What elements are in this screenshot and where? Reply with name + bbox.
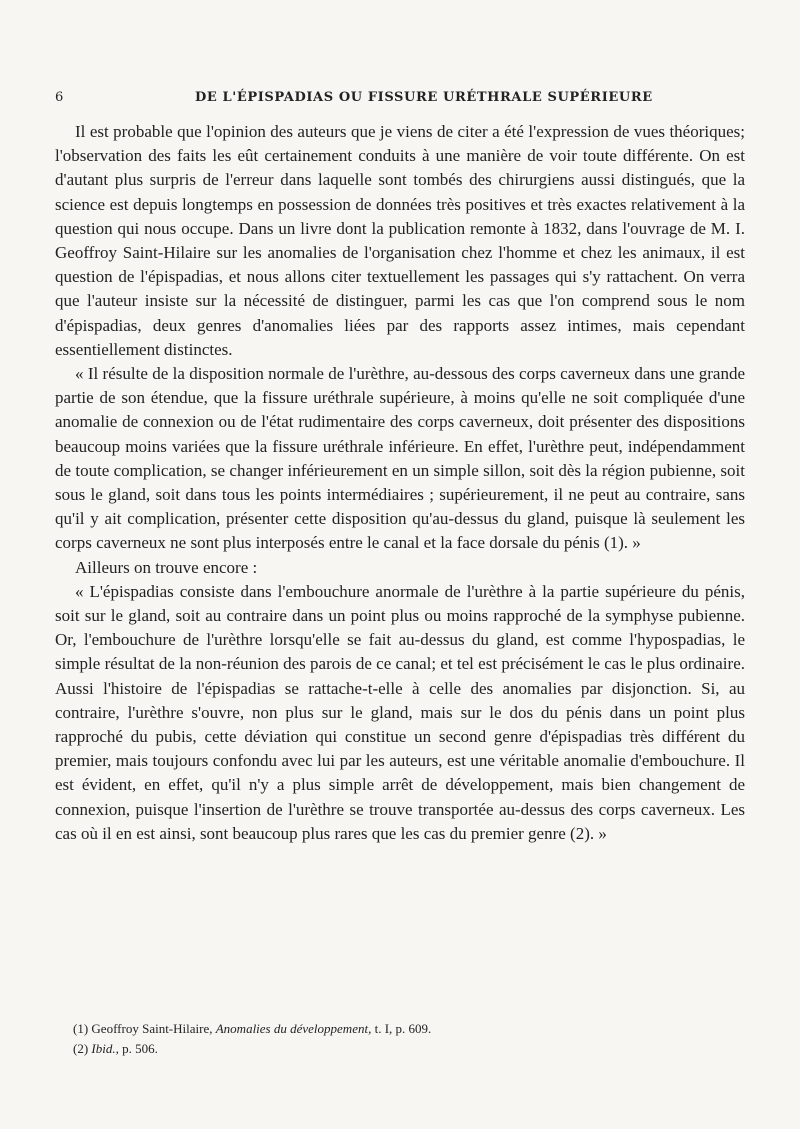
footnote-title: Ibid., xyxy=(91,1041,119,1056)
footnotes xyxy=(55,1019,745,1059)
footnote-author: Geoffroy Saint-Hilaire, xyxy=(91,1021,213,1036)
footnote-title: Anomalies du développement, xyxy=(215,1021,372,1036)
body-text xyxy=(55,120,745,846)
footnote xyxy=(55,1039,745,1059)
running-title: DE L'ÉPISPADIAS OU FISSURE URÉTHRALE SUPÉRIEURE xyxy=(195,90,653,105)
paragraph: Il est probable que l'opinion des auteurs que je viens de citer a été l'expression de vues théoriques; l'observation des faits les eût certainement conduits à une manière de voir toute différente. On est d'autant plus surpris de l'erreur dans laquelle sont tombés des chirurgiens aussi distingués, que la science est depuis longtemps en possession de données très positives et très exactes relativement à la question qui nous occupe. Dans un livre dont la publication remonte à 1832, dans l'ouvrage de M. I. Geoffroy Saint-Hilaire sur les anomalies de l'organisation chez l'homme et chez les animaux, il est question de l'épispadias, et nous allons citer textuellement les passages qui s'y rattachent. On verra que l'auteur insiste sur la nécessité de distinguer, parmi les cas que l'on comprend sous le nom d'épispadias, deux genres d'anomalies liées par des rapports assez intimes, mais cependant essentiellement distinctes. xyxy=(55,122,745,359)
running-header xyxy=(55,90,745,112)
footnote xyxy=(55,1019,745,1039)
paragraph: « L'épispadias consiste dans l'embouchure anormale de l'urèthre à la partie supérieure du pénis, soit sur le gland, soit au contraire dans un point plus ou moins rapproché de la symphyse pubienne. Or, l'embouchure de l'urèthre lorsqu'elle se fait au-dessus du gland, est comme l'hypospadias, le simple résultat de la non-réunion des parois de ce canal; et tel est précisément le cas le plus ordinaire. Aussi l'histoire de l'épispadias se rattache-t-elle à celle des anomalies par disjonction. Si, au contraire, l'urèthre s'ouvre, non plus sur le gland, mais sur le dos du pénis dans un point plus rapproché du pubis, cette déviation qui constitue un second genre d'épispadias très différent du premier, mais toujours confondu avec lui par les auteurs, est une véritable anomalie d'embouchure. Il est évident, en effet, qu'il n'y a plus simple arrêt de développement, mais bien changement de connexion, puisque l'insertion de l'urèthre se trouve transportée au-dessus des corps caverneux. Les cas où il en est ainsi, sont beaucoup plus rares que les cas du premier genre (2). » xyxy=(55,581,745,843)
footnote-ref: t. I, p. 609. xyxy=(374,1021,432,1036)
book-page xyxy=(55,90,745,1056)
footnote-ref: p. 506. xyxy=(122,1041,158,1056)
paragraph: Ailleurs on trouve encore : xyxy=(75,557,258,577)
footnote-marker: (2) xyxy=(73,1041,89,1056)
paragraph: « Il résulte de la disposition normale de l'urèthre, au-dessous des corps caverneux dans une grande partie de son étendue, que la fissure uréthrale supérieure, à moins qu'elle ne soit compliquée d'une anomalie de connexion ou de l'état rudimentaire des corps caverneux, doit présenter des dispositions beaucoup moins variées que la fissure uréthrale inférieure. En effet, l'urèthre peut, indépendamment de toute complication, se changer inférieurement en un simple sillon, soit dès la région pubienne, soit sous le gland, soit dans tous les points intermédiaires ; supérieurement, il ne peut au contraire, sans qu'il y ait complication, présenter cette disposition qu'au-dessus du gland, puisque là seulement les corps caverneux ne sont plus interposés entre le canal et la face dorsale du pénis (1). » xyxy=(55,364,745,553)
footnote-marker: (1) xyxy=(73,1021,89,1036)
page-number: 6 xyxy=(55,90,64,105)
